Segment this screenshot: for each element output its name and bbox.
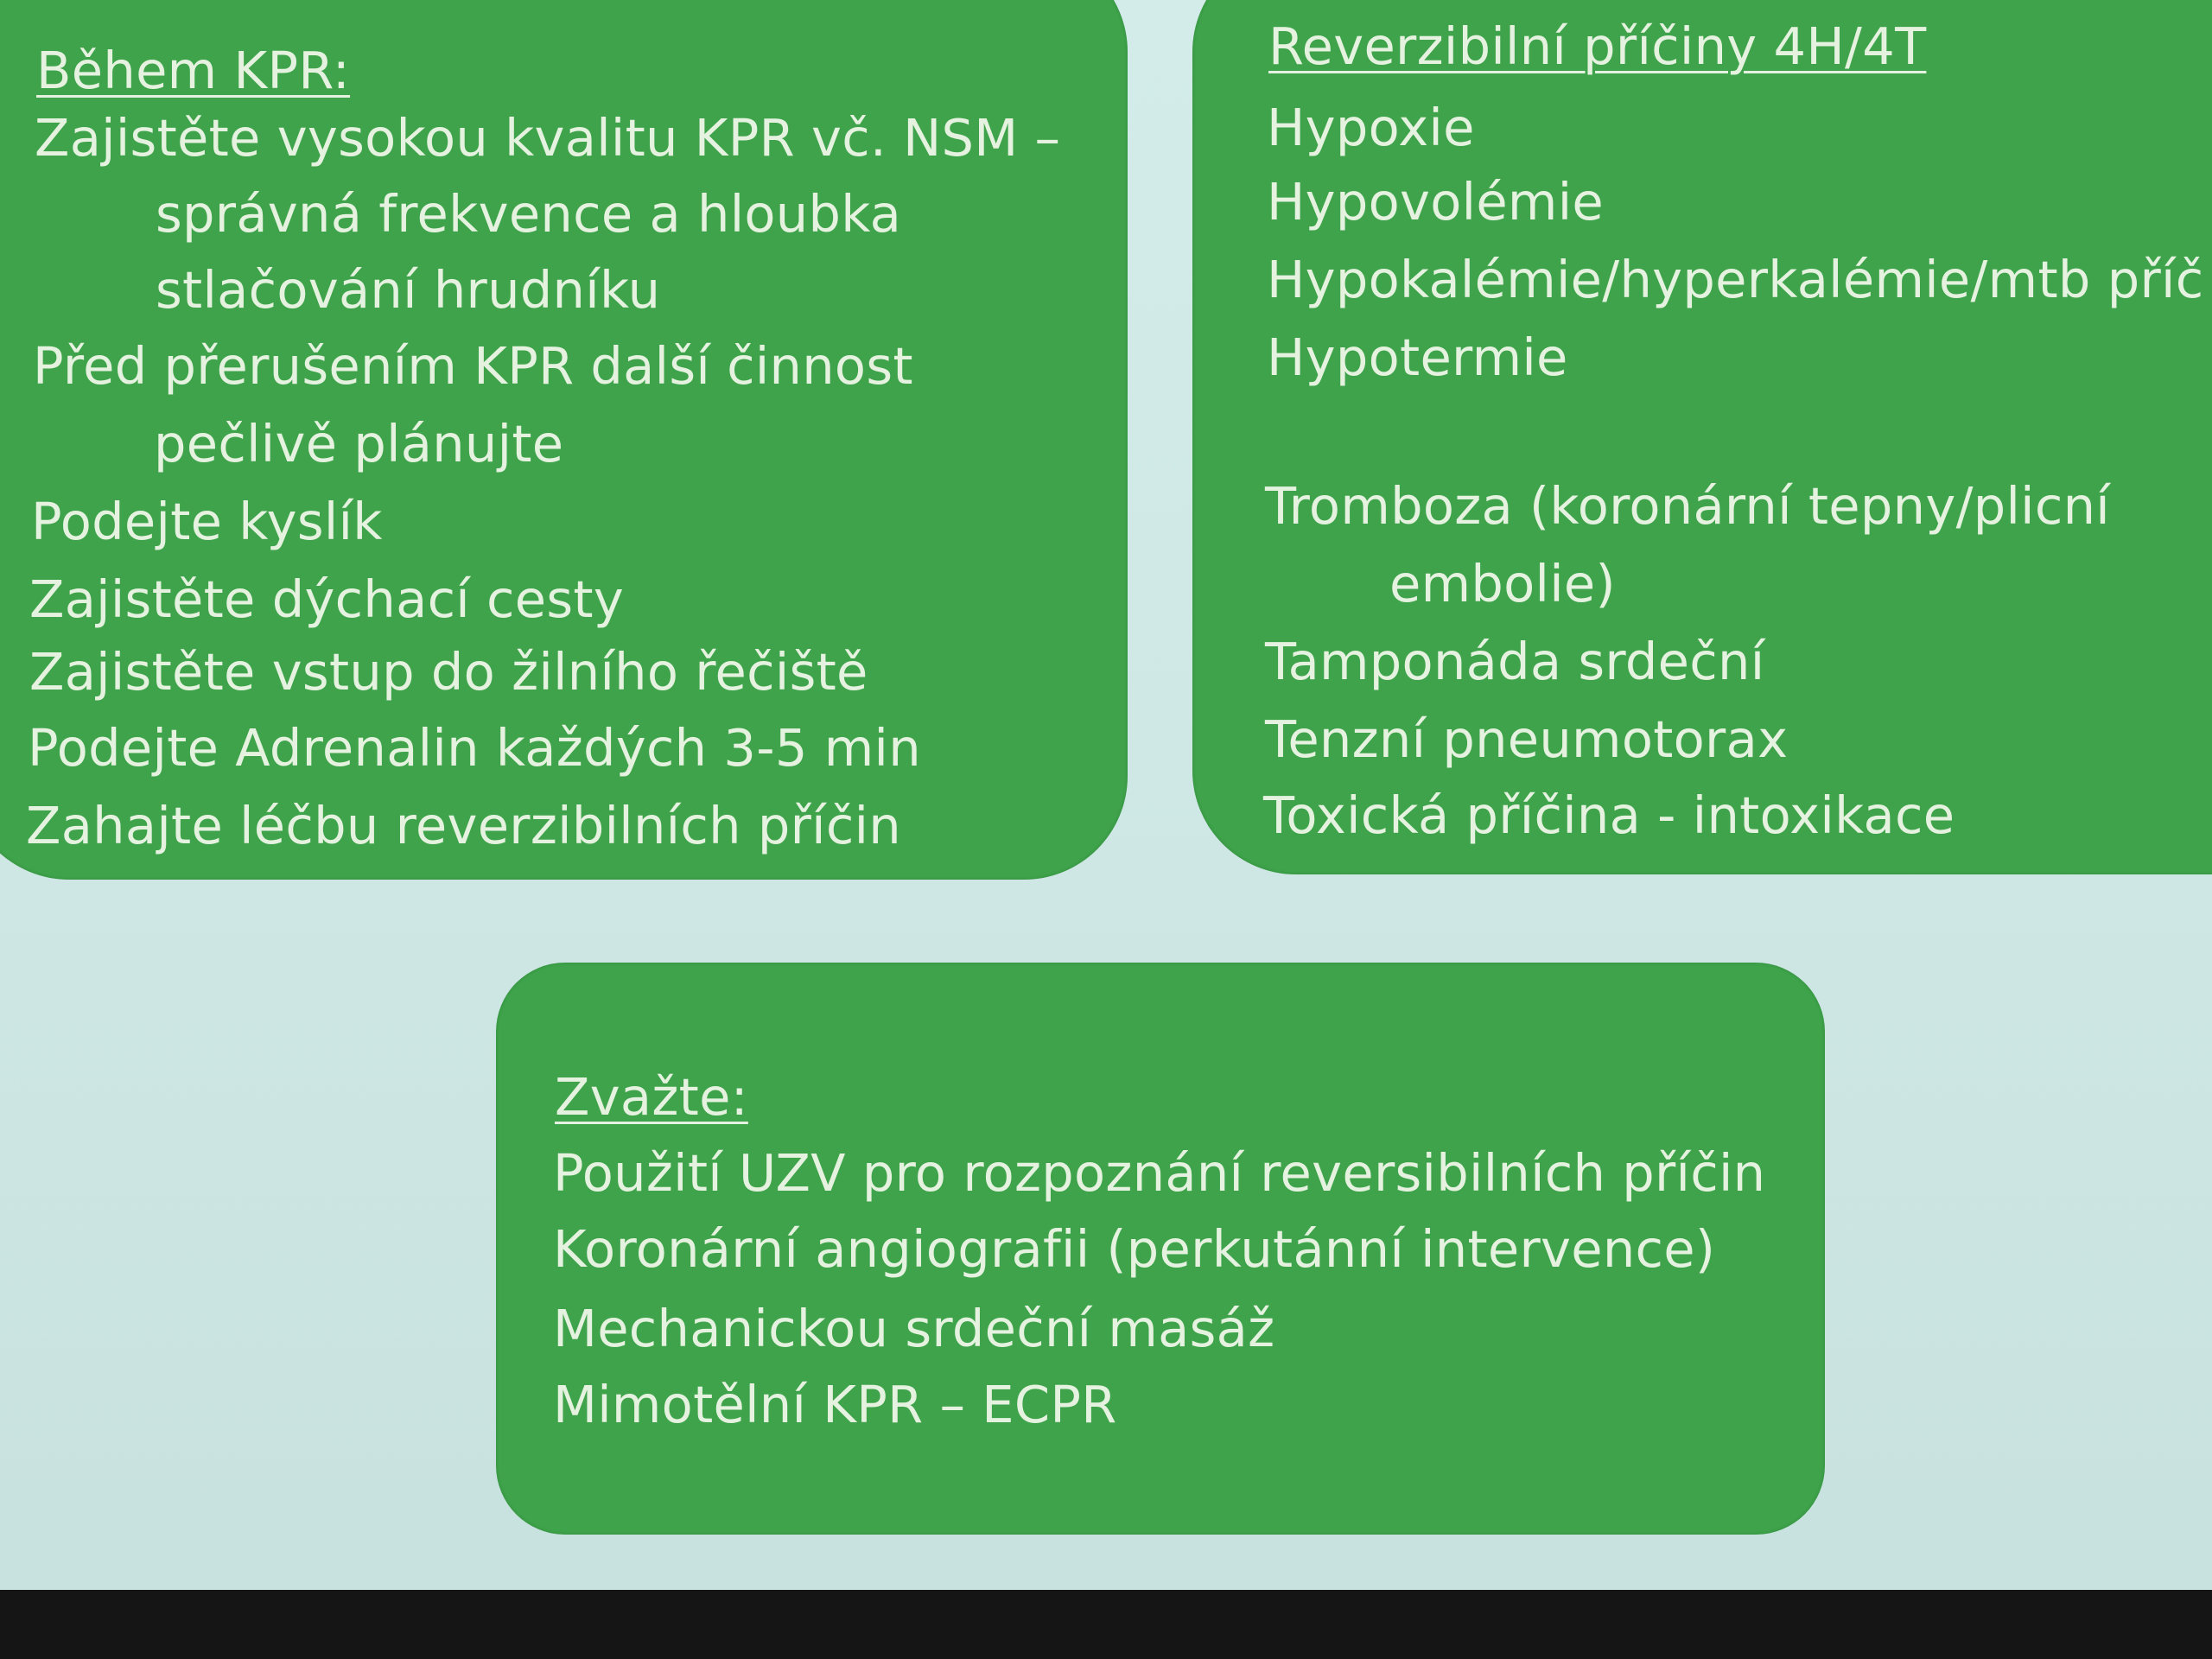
consider-heading: Zvažte: [555, 1067, 748, 1127]
consider-item: Mechanickou srdeční masáž [553, 1299, 1275, 1358]
reversible-cause-item: embolie) [1389, 554, 1616, 613]
reversible-cause-item: Hypotermie [1267, 327, 1568, 387]
reversible-causes-heading: Reverzibilní příčiny 4H/4T [1268, 16, 1927, 76]
during-cpr-heading: Během KPR: [36, 41, 351, 100]
during-cpr-line: Zahajte léčbu reverzibilních příčin [26, 796, 901, 855]
reversible-cause-item: Hypoxie [1267, 98, 1475, 157]
consider-item: Použití UZV pro rozpoznání reversibilních příčin [553, 1143, 1766, 1203]
consider-item: Mimotělní KPR – ECPR [553, 1375, 1117, 1434]
during-cpr-line: Zajistěte dýchací cesty [29, 569, 625, 629]
during-cpr-line: Zajistěte vstup do žilního řečiště [29, 642, 868, 702]
screen-bottom-edge [0, 1590, 2212, 1659]
during-cpr-line: správná frekvence a hloubka [156, 184, 902, 244]
during-cpr-line: Zajistěte vysokou kvalitu KPR vč. NSM – [35, 108, 1061, 168]
reversible-cause-item: Tamponáda srdeční [1265, 632, 1765, 691]
consider-item: Koronární angiografii (perkutánní intervence) [553, 1219, 1716, 1279]
during-cpr-line: stlačování hrudníku [156, 260, 661, 320]
reversible-cause-item: Hypovolémie [1267, 172, 1604, 232]
during-cpr-line: Před přerušením KPR další činnost [33, 336, 913, 396]
reversible-cause-item: Toxická příčina - intoxikace [1263, 785, 1955, 845]
reversible-cause-item: Hypokalémie/hyperkalémie/mtb příč [1267, 250, 2204, 309]
during-cpr-line: Podejte Adrenalin každých 3-5 min [28, 718, 921, 778]
during-cpr-line: Podejte kyslík [31, 492, 383, 551]
reversible-cause-item: Tromboza (koronární tepny/plicní [1265, 476, 2111, 536]
during-cpr-line: pečlivě plánujte [154, 414, 564, 474]
reversible-cause-item: Tenzní pneumotorax [1265, 709, 1789, 769]
